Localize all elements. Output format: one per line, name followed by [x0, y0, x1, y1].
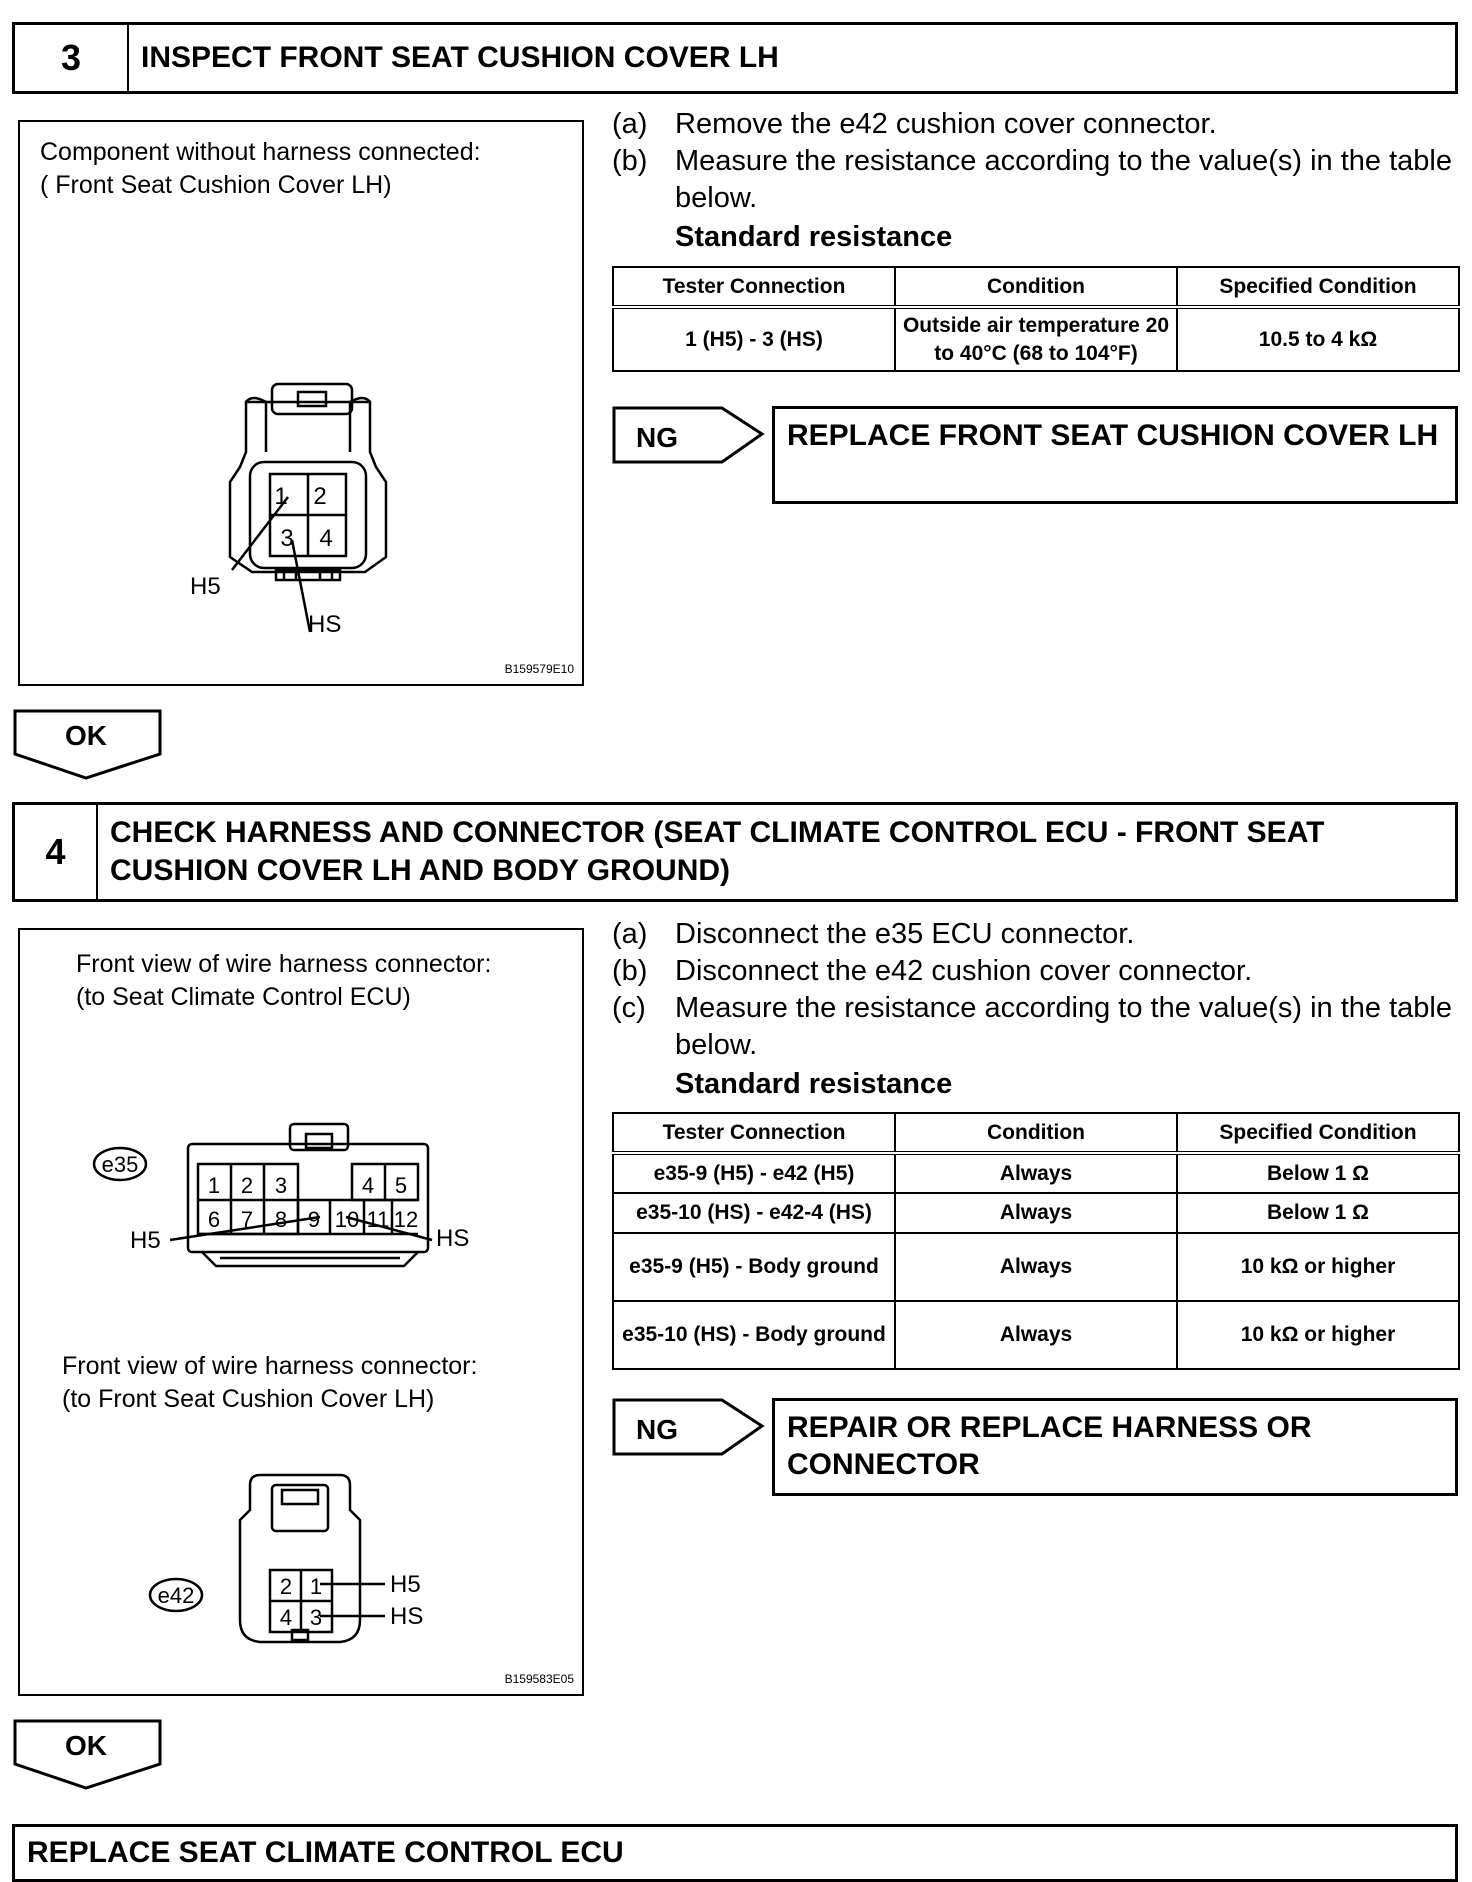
- step-4-header: [12, 802, 1458, 902]
- pin: 3: [274, 1173, 288, 1198]
- connector-e35-id: e35: [101, 1152, 139, 1177]
- step-3-instructions: [612, 106, 1458, 256]
- caption-line-1: Front view of wire harness connector:: [62, 1352, 478, 1380]
- table-cell: Always: [895, 1233, 1177, 1301]
- pin: 3: [309, 1605, 323, 1630]
- label-hs: HS: [390, 1603, 424, 1630]
- pin: 9: [307, 1207, 321, 1232]
- instruction-item: [612, 953, 1458, 990]
- table-cell: Always: [895, 1153, 1177, 1193]
- instruction-text: Disconnect the e42 cushion cover connector.: [675, 955, 1253, 987]
- pin: 2: [279, 1574, 293, 1599]
- step-4-instructions: [612, 916, 1458, 1103]
- table-row: [613, 1301, 1459, 1369]
- pin-3: 3: [280, 525, 294, 552]
- pin-4: 4: [319, 525, 333, 552]
- ok-label: OK: [65, 720, 107, 751]
- header-condition: Condition: [895, 1113, 1177, 1153]
- label-h5: H5: [190, 573, 221, 600]
- step-3-spec-table: [612, 266, 1460, 372]
- pin-2: 2: [313, 483, 327, 510]
- label-h5: H5: [390, 1571, 421, 1598]
- pin: 5: [394, 1173, 408, 1198]
- table-cell: e35-9 (H5) - e42 (H5): [613, 1153, 895, 1193]
- figure-id: B159579E10: [504, 662, 574, 676]
- table-cell: Always: [895, 1193, 1177, 1233]
- caption-line-1: Component without harness connected:: [40, 138, 481, 166]
- step-4-ng-action: REPAIR OR REPLACE HARNESS OR CONNECTOR: [772, 1398, 1458, 1496]
- ok-arrow-4: [12, 1718, 164, 1792]
- header-specified-condition: Specified Condition: [1177, 1113, 1459, 1153]
- pin: 4: [279, 1605, 293, 1630]
- harness-connectors-diagram: [20, 930, 582, 1694]
- instruction-item: [612, 106, 1458, 143]
- header-tester-connection: Tester Connection: [613, 267, 895, 307]
- step-3-header: [12, 22, 1458, 94]
- label-hs: HS: [436, 1225, 470, 1252]
- instruction-item: [612, 916, 1458, 953]
- table-cell: Always: [895, 1301, 1177, 1369]
- table-cell: 10.5 to 4 kΩ: [1177, 307, 1459, 371]
- table-cell: Below 1 Ω: [1177, 1193, 1459, 1233]
- table-cell: Below 1 Ω: [1177, 1153, 1459, 1193]
- instruction-label: (b): [612, 955, 648, 987]
- instruction-label: (b): [612, 145, 648, 177]
- instruction-text: Remove the e42 cushion cover connector.: [675, 108, 1217, 140]
- instruction-item: [612, 143, 1458, 217]
- caption-line-1: Front view of wire harness connector:: [76, 950, 492, 978]
- step-4-spec-table: [612, 1112, 1460, 1370]
- table-cell: e35-9 (H5) - Body ground: [613, 1233, 895, 1301]
- step-3-ng-action: REPLACE FRONT SEAT CUSHION COVER LH: [772, 406, 1458, 504]
- header-condition: Condition: [895, 267, 1177, 307]
- cushion-cover-connector-diagram: [20, 122, 582, 684]
- table-cell: 10 kΩ or higher: [1177, 1301, 1459, 1369]
- pin: 1: [309, 1574, 323, 1599]
- instruction-label: (a): [612, 108, 648, 140]
- ng-label: NG: [636, 1414, 678, 1445]
- table-cell: 10 kΩ or higher: [1177, 1233, 1459, 1301]
- standard-resistance-label: Standard resistance: [675, 221, 953, 253]
- table-row: [613, 1233, 1459, 1301]
- step-4-number: 4: [15, 805, 98, 899]
- header-tester-connection: Tester Connection: [613, 1113, 895, 1153]
- caption-line-2: (to Front Seat Cushion Cover LH): [62, 1385, 435, 1413]
- pin: 11: [366, 1207, 390, 1232]
- table-cell: 1 (H5) - 3 (HS): [613, 307, 895, 371]
- ok-label: OK: [65, 1730, 107, 1761]
- connector-e42-id: e42: [157, 1583, 195, 1608]
- pin: 6: [207, 1207, 221, 1232]
- pin: 12: [393, 1207, 419, 1232]
- pin: 8: [274, 1207, 288, 1232]
- pin-1: 1: [274, 483, 288, 510]
- standard-resistance-label: Standard resistance: [675, 1068, 953, 1100]
- pin: 1: [207, 1173, 221, 1198]
- table-row: [613, 1193, 1459, 1233]
- ng-arrow-4: [612, 1396, 772, 1458]
- final-action-box: REPLACE SEAT CLIMATE CONTROL ECU: [12, 1824, 1458, 1882]
- pin: 7: [240, 1207, 254, 1232]
- step-3-number: 3: [15, 25, 129, 91]
- header-specified-condition: Specified Condition: [1177, 267, 1459, 307]
- table-cell: e35-10 (HS) - Body ground: [613, 1301, 895, 1369]
- instruction-text: Disconnect the e35 ECU connector.: [675, 918, 1135, 950]
- instruction-label: (a): [612, 918, 648, 950]
- instruction-text: Measure the resistance according to the value(s) in the table below.: [675, 145, 1452, 214]
- table-cell: Outside air temperature 20 to 40°C (68 to 104°F): [895, 307, 1177, 371]
- step-3-title: INSPECT FRONT SEAT CUSHION COVER LH: [141, 41, 779, 74]
- step-4-title: CHECK HARNESS AND CONNECTOR (SEAT CLIMATE CONTROL ECU - FRONT SEAT CUSHION COVER LH AND BODY GROUND): [110, 816, 1325, 887]
- step-3-figure: [18, 120, 584, 686]
- label-hs: HS: [308, 611, 342, 638]
- step-4-figure: [18, 928, 584, 1696]
- table-cell: e35-10 (HS) - e42-4 (HS): [613, 1193, 895, 1233]
- caption-line-2: ( Front Seat Cushion Cover LH): [40, 171, 392, 199]
- instruction-label: (c): [612, 992, 646, 1024]
- pin: 2: [240, 1173, 254, 1198]
- ok-arrow-3: [12, 708, 164, 782]
- ng-arrow-3: [612, 404, 772, 466]
- ng-label: NG: [636, 422, 678, 453]
- table-row: [613, 307, 1459, 371]
- figure-id: B159583E05: [504, 1672, 574, 1686]
- caption-line-2: (to Seat Climate Control ECU): [76, 983, 411, 1011]
- instruction-item: [612, 990, 1458, 1064]
- instruction-text: Measure the resistance according to the value(s) in the table below.: [675, 992, 1452, 1061]
- label-h5: H5: [130, 1227, 161, 1254]
- table-row: [613, 1153, 1459, 1193]
- pin: 10: [334, 1207, 360, 1232]
- pin: 4: [361, 1173, 375, 1198]
